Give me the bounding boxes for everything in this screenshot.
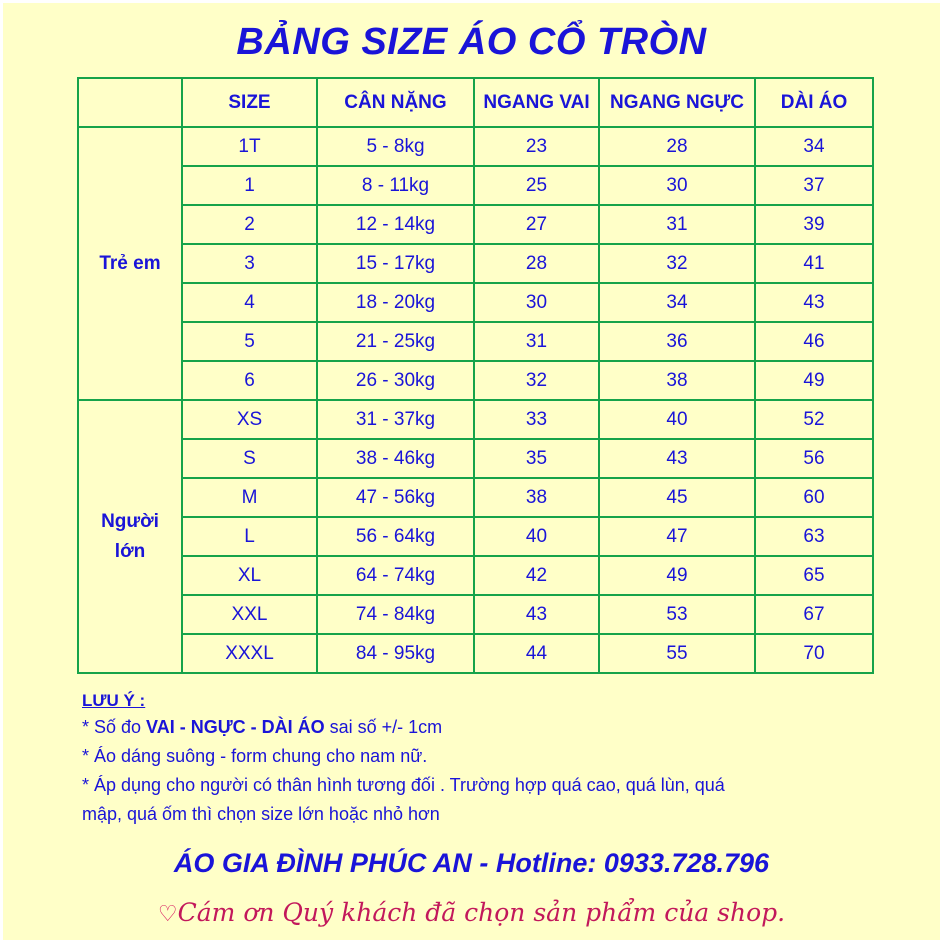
cell-length: 34 (755, 127, 873, 166)
cell-length: 70 (755, 634, 873, 673)
notes-heading: LƯU Ý : (82, 691, 146, 710)
table-row (78, 322, 873, 361)
cell-size: 3 (182, 244, 317, 283)
cell-weight: 74 - 84kg (317, 595, 474, 634)
note-line-1-prefix: * Số đo (82, 717, 147, 737)
cell-size: L (182, 517, 317, 556)
cell-length: 41 (755, 244, 873, 283)
cell-chest: 28 (599, 127, 755, 166)
table-row (78, 127, 873, 166)
cell-weight: 15 - 17kg (317, 244, 474, 283)
cell-shoulder: 28 (474, 244, 599, 283)
thanks-rest: ơn Quý khách đã chọn sản phẩm của shop. (235, 898, 786, 927)
notes-section (82, 689, 725, 829)
table-row (78, 556, 873, 595)
cell-shoulder: 42 (474, 556, 599, 595)
heart-icon: ♡ (157, 902, 178, 927)
note-line-3: * Áp dụng cho người có thân hình tương đối . Trường hợp quá cao, quá lùn, quá (82, 775, 725, 795)
cell-size: XXXL (182, 634, 317, 673)
header-size: SIZE (182, 78, 317, 127)
cell-size: 5 (182, 322, 317, 361)
note-line-4: mập, quá ốm thì chọn size lớn hoặc nhỏ hơn (82, 804, 440, 824)
cell-weight: 31 - 37kg (317, 400, 474, 439)
note-line-1 (82, 713, 725, 742)
cell-shoulder: 43 (474, 595, 599, 634)
cell-weight: 12 - 14kg (317, 205, 474, 244)
cell-shoulder: 33 (474, 400, 599, 439)
cell-length: 39 (755, 205, 873, 244)
table-row (78, 166, 873, 205)
cell-shoulder: 35 (474, 439, 599, 478)
cell-shoulder: 30 (474, 283, 599, 322)
cell-size: XL (182, 556, 317, 595)
cell-length: 65 (755, 556, 873, 595)
cell-chest: 47 (599, 517, 755, 556)
cell-shoulder: 31 (474, 322, 599, 361)
cell-size: XXL (182, 595, 317, 634)
header-group (78, 78, 182, 127)
thanks-first-word: Cám (177, 898, 236, 927)
cell-length: 67 (755, 595, 873, 634)
cell-weight: 84 - 95kg (317, 634, 474, 673)
cell-weight: 56 - 64kg (317, 517, 474, 556)
cell-chest: 34 (599, 283, 755, 322)
page-title: BẢNG SIZE ÁO CỔ TRÒN (236, 21, 707, 63)
cell-chest: 53 (599, 595, 755, 634)
cell-weight: 26 - 30kg (317, 361, 474, 400)
group-label: Người lớn (78, 400, 182, 673)
cell-shoulder: 32 (474, 361, 599, 400)
size-table (77, 77, 874, 674)
header-weight: CÂN NẶNG (317, 78, 474, 127)
cell-chest: 36 (599, 322, 755, 361)
note-line-2: * Áo dáng suông - form chung cho nam nữ. (82, 746, 428, 766)
cell-chest: 38 (599, 361, 755, 400)
cell-chest: 43 (599, 439, 755, 478)
table-row (78, 205, 873, 244)
cell-weight: 38 - 46kg (317, 439, 474, 478)
table-row (78, 439, 873, 478)
cell-size: 2 (182, 205, 317, 244)
table-row (78, 361, 873, 400)
cell-chest: 40 (599, 400, 755, 439)
cell-shoulder: 40 (474, 517, 599, 556)
cell-length: 63 (755, 517, 873, 556)
cell-size: S (182, 439, 317, 478)
table-row (78, 595, 873, 634)
header-shoulder: NGANG VAI (474, 78, 599, 127)
cell-length: 37 (755, 166, 873, 205)
cell-weight: 5 - 8kg (317, 127, 474, 166)
cell-length: 52 (755, 400, 873, 439)
cell-size: 4 (182, 283, 317, 322)
table-row (78, 634, 873, 673)
table-row (78, 478, 873, 517)
cell-shoulder: 38 (474, 478, 599, 517)
cell-shoulder: 27 (474, 205, 599, 244)
table-header-row (78, 78, 873, 127)
cell-shoulder: 44 (474, 634, 599, 673)
header-chest: NGANG NGỰC (599, 78, 755, 127)
table-row (78, 244, 873, 283)
cell-size: 1T (182, 127, 317, 166)
cell-length: 49 (755, 361, 873, 400)
cell-shoulder: 23 (474, 127, 599, 166)
note-line-1-suffix: sai số +/- 1cm (324, 717, 443, 737)
table-row (78, 400, 873, 439)
cell-chest: 49 (599, 556, 755, 595)
cell-size: XS (182, 400, 317, 439)
cell-shoulder: 25 (474, 166, 599, 205)
cell-chest: 45 (599, 478, 755, 517)
cell-length: 60 (755, 478, 873, 517)
brand-hotline: ÁO GIA ĐÌNH PHÚC AN - Hotline: 0933.728.796 (173, 848, 770, 878)
cell-length: 46 (755, 322, 873, 361)
size-chart-canvas (3, 3, 940, 940)
thanks-message (3, 898, 940, 927)
cell-weight: 8 - 11kg (317, 166, 474, 205)
cell-chest: 30 (599, 166, 755, 205)
cell-weight: 21 - 25kg (317, 322, 474, 361)
table-row (78, 283, 873, 322)
cell-length: 56 (755, 439, 873, 478)
cell-weight: 64 - 74kg (317, 556, 474, 595)
cell-weight: 47 - 56kg (317, 478, 474, 517)
cell-size: 1 (182, 166, 317, 205)
cell-chest: 32 (599, 244, 755, 283)
table-row (78, 517, 873, 556)
cell-size: M (182, 478, 317, 517)
note-line-1-bold: VAI - NGỰC - DÀI ÁO (146, 717, 325, 737)
cell-size: 6 (182, 361, 317, 400)
cell-weight: 18 - 20kg (317, 283, 474, 322)
cell-chest: 55 (599, 634, 755, 673)
cell-chest: 31 (599, 205, 755, 244)
header-length: DÀI ÁO (755, 78, 873, 127)
table-body (78, 127, 873, 673)
group-label: Trẻ em (78, 127, 182, 400)
cell-length: 43 (755, 283, 873, 322)
